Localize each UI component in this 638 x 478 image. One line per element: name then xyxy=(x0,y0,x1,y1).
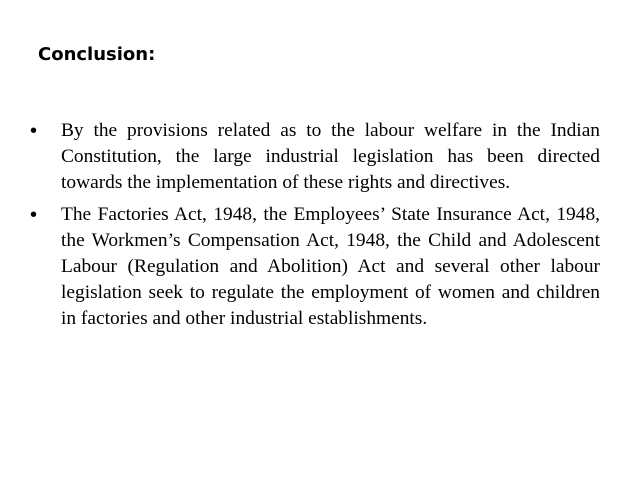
bullet-item xyxy=(30,118,600,196)
slide-title: Conclusion: xyxy=(38,44,156,65)
bullet-marker: • xyxy=(30,120,38,142)
bullet-text: The Factories Act, 1948, the Employees’ State Insurance Act, 1948, the Workmen’s Compensation Act, 1948, the Child and Adolescent Labour (Regulation and Abolition) Act and several other labour legislation seek to regulate the employment of women and children in factories and other industrial establishments. xyxy=(61,204,600,329)
bullet-list xyxy=(30,118,600,338)
bullet-item xyxy=(30,202,600,332)
bullet-text: By the provisions related as to the labour welfare in the Indian Constitution, the large industrial legislation has been directed towards the implementation of these rights and directives. xyxy=(61,120,600,193)
bullet-marker: • xyxy=(30,204,38,226)
